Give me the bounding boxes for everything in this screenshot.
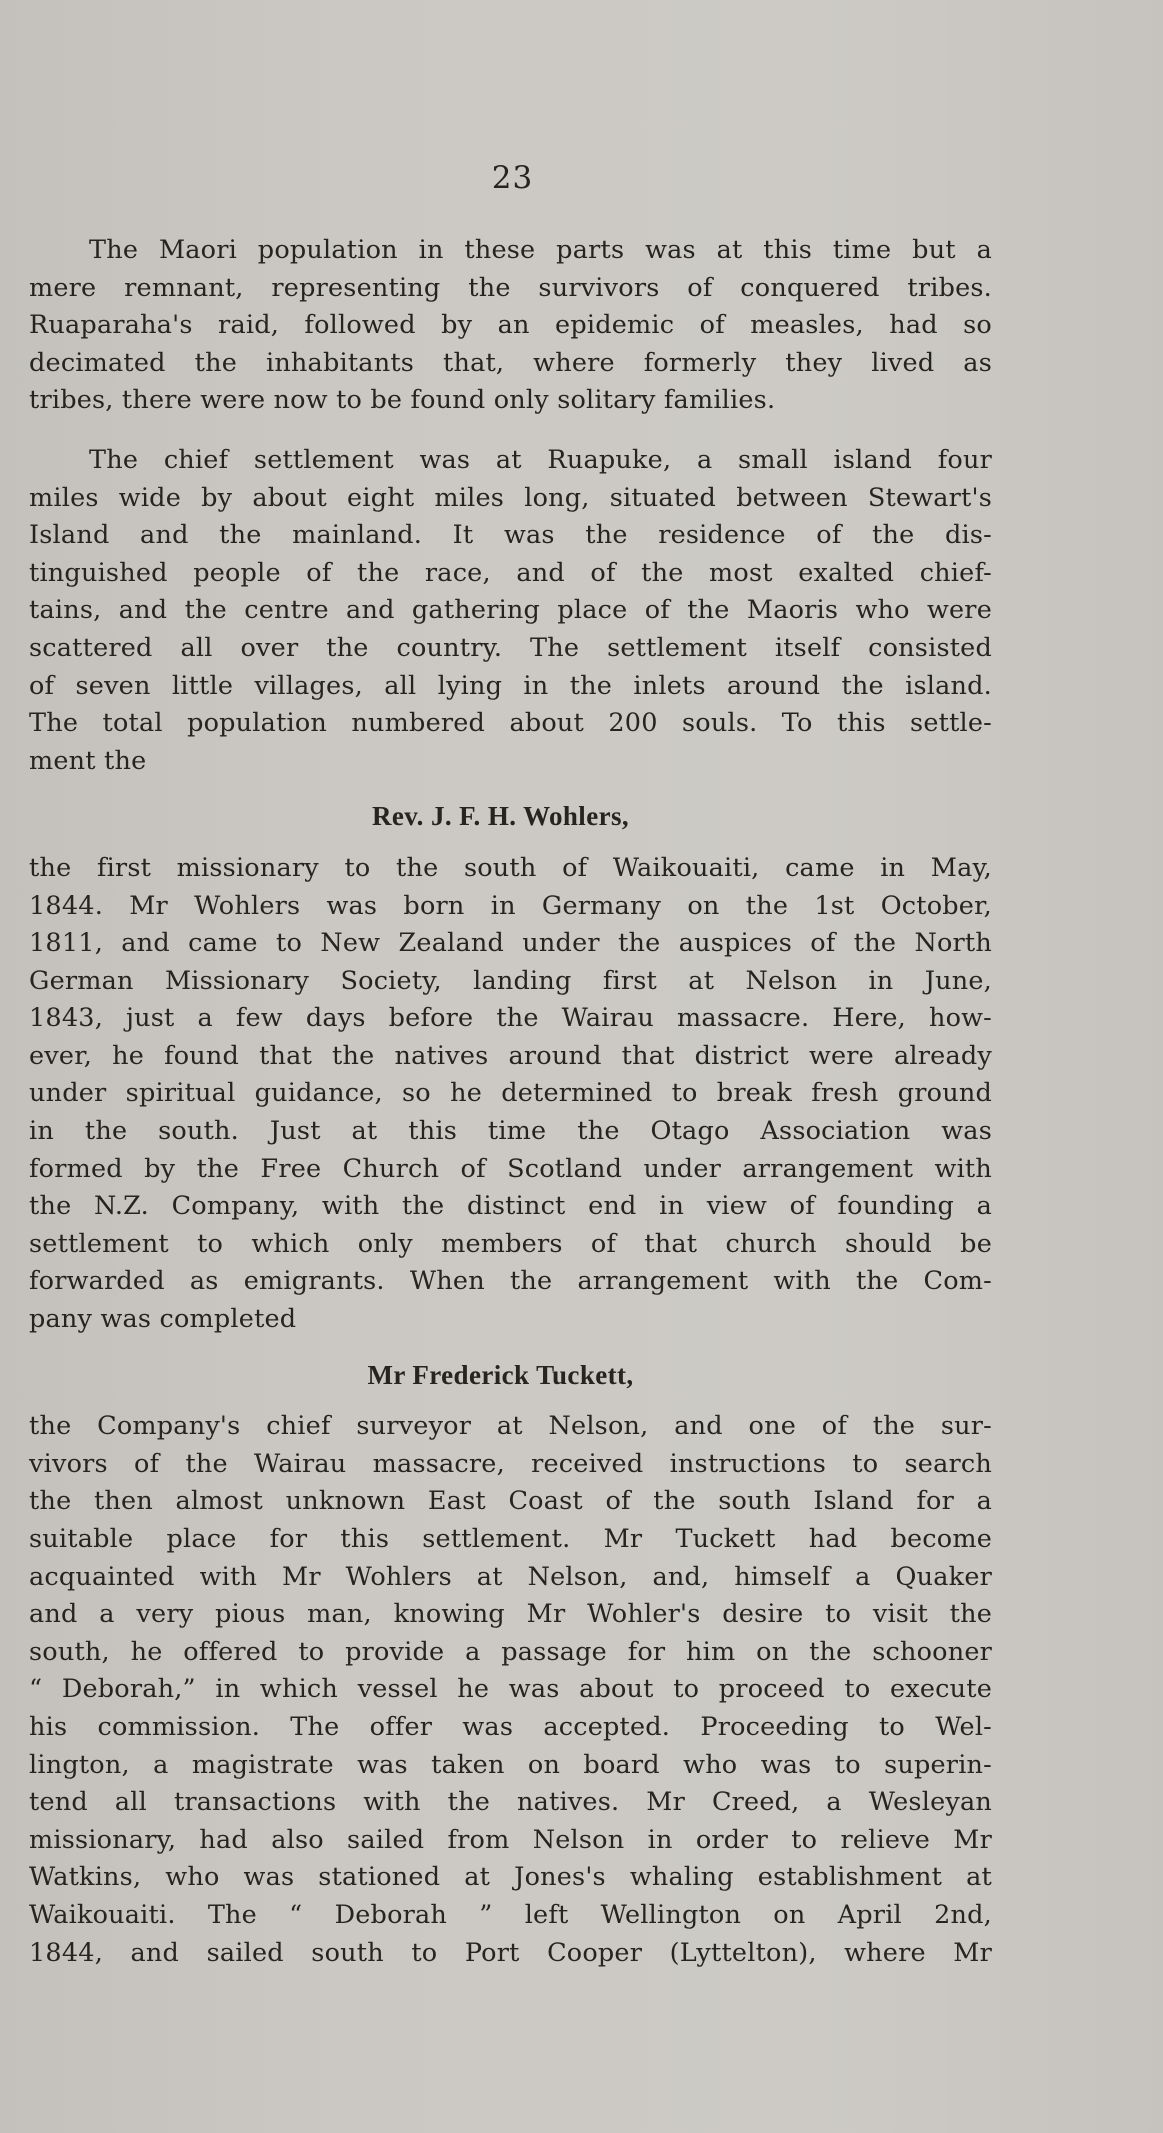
text-line: acquainted with Mr Wohlers at Nelson, and, himself a Quaker	[29, 1561, 992, 1592]
text-line: German Missionary Society, landing first at Nelson in June,	[29, 965, 992, 996]
text-line: tribes, there were now to be found only solitary families.	[29, 385, 776, 416]
text-line: lington, a magistrate was taken on board who was to superin-	[29, 1749, 992, 1780]
section-heading-wohlers: Rev. J. F. H. Wohlers,	[371, 801, 630, 832]
text-line: vivors of the Wairau massacre, received instructions to search	[29, 1448, 992, 1479]
paragraph-2	[29, 442, 992, 780]
text-line: his commission. The offer was accepted. Proceeding to Wel-	[29, 1711, 992, 1742]
text-line: settlement to which only members of that church should be	[29, 1228, 992, 1259]
text-line: The total population numbered about 200 souls. To this settle-	[29, 708, 992, 739]
text-line: pany was completed	[29, 1304, 297, 1335]
text-line: The Maori population in these parts was at this time but a	[89, 235, 992, 265]
text-line: formed by the Free Church of Scotland under arrangement with	[29, 1153, 992, 1184]
text-line: 1843, just a few days before the Wairau massacre. Here, how-	[29, 1003, 992, 1034]
text-line: the Company's chief surveyor at Nelson, and one of the sur-	[29, 1411, 992, 1442]
text-line: decimated the inhabitants that, where formerly they lived as	[29, 347, 992, 378]
text-line: ment the	[29, 745, 147, 776]
text-line: tend all transactions with the natives. Mr Creed, a Wesleyan	[29, 1787, 992, 1818]
text-line: Watkins, who was stationed at Jones's whaling establishment at	[29, 1862, 992, 1893]
text-line: miles wide by about eight miles long, situated between Stewart's	[29, 482, 992, 513]
text-line: the first missionary to the south of Waikouaiti, came in May,	[29, 852, 992, 883]
text-line: and a very pious man, knowing Mr Wohler's desire to visit the	[29, 1599, 992, 1630]
page-number: 23	[491, 160, 534, 196]
paragraph-4	[29, 1408, 992, 1972]
text-line: scattered all over the country. The settlement itself consisted	[29, 632, 992, 663]
text-line: of seven little villages, all lying in the inlets around the island.	[29, 670, 992, 701]
text-line: the N.Z. Company, with the distinct end in view of founding a	[29, 1191, 992, 1222]
text-line: 1844. Mr Wohlers was born in Germany on the 1st October,	[29, 890, 992, 921]
text-line: the then almost unknown East Coast of the south Island for a	[29, 1486, 992, 1517]
text-line: tains, and the centre and gathering place of the Maoris who were	[29, 595, 992, 626]
text-line: Ruaparaha's raid, followed by an epidemic of measles, had so	[29, 310, 992, 341]
text-line: 1844, and sailed south to Port Cooper (Lyttelton), where Mr	[29, 1937, 992, 1968]
text-line: in the south. Just at this time the Otago Association was	[29, 1116, 992, 1147]
text-line: tinguished people of the race, and of the most exalted chief-	[29, 557, 992, 588]
text-line: 1811, and came to New Zealand under the auspices of the North	[29, 928, 992, 959]
text-line: ever, he found that the natives around that district were already	[29, 1040, 992, 1071]
text-line: The chief settlement was at Ruapuke, a small island four	[89, 444, 992, 475]
body-text	[29, 232, 992, 1972]
section-heading-tuckett: Mr Frederick Tuckett,	[367, 1359, 634, 1390]
text-line: “ Deborah,” in which vessel he was about to proceed to execute	[29, 1674, 992, 1705]
text-line: south, he offered to provide a passage for him on the schooner	[29, 1636, 992, 1667]
paragraph-3	[29, 850, 992, 1339]
text-line: under spiritual guidance, so he determined to break fresh ground	[29, 1078, 992, 1109]
text-line: mere remnant, representing the survivors of conquered tribes.	[29, 272, 992, 303]
text-line: missionary, had also sailed from Nelson in order to relieve Mr	[29, 1824, 992, 1855]
text-line: forwarded as emigrants. When the arrangement with the Com-	[29, 1266, 992, 1297]
text-line: Island and the mainland. It was the residence of the dis-	[29, 520, 992, 551]
text-line: suitable place for this settlement. Mr Tuckett had become	[29, 1524, 992, 1554]
paragraph-1	[29, 232, 992, 420]
text-line: Waikouaiti. The “ Deborah ” left Wellington on April 2nd,	[29, 1899, 992, 1930]
